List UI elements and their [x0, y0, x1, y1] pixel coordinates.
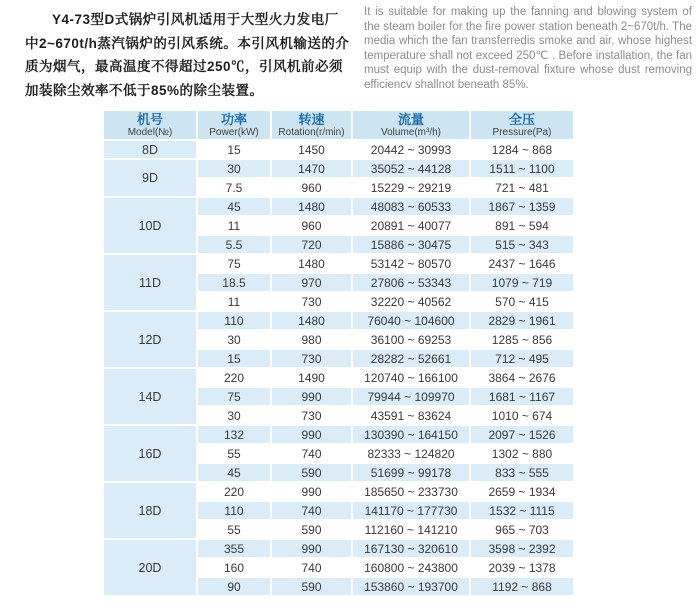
spec-cell-col1: 355 — [198, 540, 270, 557]
spec-cell-col4: 2039 ~ 1378 — [471, 559, 573, 576]
spec-cell-col3: 20442 ~ 30993 — [353, 141, 469, 158]
spec-cell-col3: 82333 ~ 124820 — [353, 445, 469, 462]
spec-cell-col3: 20891 ~ 40077 — [353, 217, 469, 234]
model-cell: 20D — [104, 540, 196, 595]
spec-table-header — [104, 111, 573, 139]
column-header-zh: 机号 — [136, 112, 163, 127]
spec-cell-col3: 32220 ~ 40562 — [353, 293, 469, 310]
spec-cell-col3: 15229 ~ 29219 — [353, 179, 469, 196]
spec-cell-col4: 1010 ~ 674 — [471, 407, 573, 424]
spec-cell-col1: 18.5 — [198, 274, 270, 291]
spec-cell-col3: 36100 ~ 69253 — [353, 331, 469, 348]
model-cell: 11D — [104, 255, 196, 310]
model-cell: 12D — [104, 312, 196, 367]
spec-cell-col2: 740 — [272, 502, 351, 519]
table-row — [104, 160, 573, 177]
spec-cell-col3: 51699 ~ 99178 — [353, 464, 469, 481]
spec-cell-col4: 1511 ~ 1100 — [471, 160, 573, 177]
spec-cell-col3: 28282 ~ 52661 — [353, 350, 469, 367]
table-row — [104, 369, 573, 386]
model-cell: 8D — [104, 141, 196, 158]
spec-cell-col1: 110 — [198, 502, 270, 519]
spec-cell-col3: 43591 ~ 83624 — [353, 407, 469, 424]
header-row — [104, 111, 573, 139]
spec-cell-col1: 5.5 — [198, 236, 270, 253]
intro-section — [0, 0, 700, 102]
spec-cell-col2: 990 — [272, 388, 351, 405]
spec-cell-col4: 515 ~ 343 — [471, 236, 573, 253]
spec-cell-col2: 740 — [272, 445, 351, 462]
spec-cell-col4: 2659 ~ 1934 — [471, 483, 573, 500]
spec-cell-col4: 712 ~ 495 — [471, 350, 573, 367]
column-header-4 — [471, 111, 573, 139]
spec-cell-col2: 1480 — [272, 312, 351, 329]
spec-cell-col2: 720 — [272, 236, 351, 253]
spec-cell-col1: 15 — [198, 350, 270, 367]
model-cell: 18D — [104, 483, 196, 538]
spec-cell-col4: 965 ~ 703 — [471, 521, 573, 538]
column-header-1 — [198, 111, 270, 139]
spec-cell-col2: 590 — [272, 521, 351, 538]
spec-cell-col1: 45 — [198, 464, 270, 481]
spec-cell-col1: 220 — [198, 483, 270, 500]
spec-cell-col4: 2829 ~ 1961 — [471, 312, 573, 329]
spec-cell-col2: 1490 — [272, 369, 351, 386]
spec-table-body — [104, 141, 573, 595]
spec-cell-col2: 1470 — [272, 160, 351, 177]
spec-cell-col1: 45 — [198, 198, 270, 215]
table-row — [104, 426, 573, 443]
column-header-3 — [353, 111, 469, 139]
spec-cell-col2: 590 — [272, 578, 351, 595]
table-row — [104, 540, 573, 557]
spec-cell-col4: 1192 ~ 868 — [471, 578, 573, 595]
spec-cell-col2: 990 — [272, 483, 351, 500]
spec-cell-col2: 730 — [272, 407, 351, 424]
column-header-zh: 流量 — [397, 112, 424, 127]
spec-cell-col2: 960 — [272, 179, 351, 196]
spec-cell-col1: 11 — [198, 293, 270, 310]
spec-cell-col4: 2437 ~ 1646 — [471, 255, 573, 272]
spec-cell-col3: 76040 ~ 104600 — [353, 312, 469, 329]
column-header-en: Volume(m³/h) — [380, 127, 441, 138]
spec-cell-col3: 48083 ~ 60533 — [353, 198, 469, 215]
spec-cell-col3: 141170 ~ 177730 — [353, 502, 469, 519]
spec-cell-col4: 721 ~ 481 — [471, 179, 573, 196]
spec-cell-col2: 740 — [272, 559, 351, 576]
spec-cell-col3: 35052 ~ 44128 — [353, 160, 469, 177]
spec-cell-col4: 1867 ~ 1359 — [471, 198, 573, 215]
intro-paragraph-chinese: Y4-73型D式锅炉引风机适用于大型火力发电厂中2~670t/h蒸汽锅炉的引风系统。本引风机输送的介质为烟气，最高温度不得超过250℃，引风机前必须加装除尘效率不低于85%的除尘装置。 — [25, 12, 350, 98]
spec-cell-col2: 1480 — [272, 198, 351, 215]
spec-cell-col4: 1302 ~ 880 — [471, 445, 573, 462]
spec-cell-col1: 132 — [198, 426, 270, 443]
model-cell: 16D — [104, 426, 196, 481]
spec-cell-col2: 730 — [272, 293, 351, 310]
spec-cell-col4: 3864 ~ 2676 — [471, 369, 573, 386]
spec-cell-col3: 53142 ~ 80570 — [353, 255, 469, 272]
spec-cell-col1: 110 — [198, 312, 270, 329]
model-cell: 10D — [104, 198, 196, 253]
column-header-en: Power(kW) — [209, 127, 259, 138]
spec-cell-col3: 130390 ~ 164150 — [353, 426, 469, 443]
fan-spec-table — [102, 109, 575, 597]
model-cell: 14D — [104, 369, 196, 424]
spec-cell-col1: 30 — [198, 160, 270, 177]
spec-cell-col4: 833 ~ 555 — [471, 464, 573, 481]
column-header-en: Model(№) — [127, 127, 173, 138]
spec-cell-col2: 590 — [272, 464, 351, 481]
column-header-en: Rotation(r/min) — [278, 127, 345, 138]
spec-cell-col2: 730 — [272, 350, 351, 367]
spec-cell-col2: 990 — [272, 426, 351, 443]
spec-cell-col3: 27806 ~ 53343 — [353, 274, 469, 291]
spec-cell-col4: 1681 ~ 1167 — [471, 388, 573, 405]
spec-cell-col3: 185650 ~ 233730 — [353, 483, 469, 500]
spec-cell-col4: 891 ~ 594 — [471, 217, 573, 234]
spec-cell-col1: 75 — [198, 388, 270, 405]
spec-cell-col2: 990 — [272, 540, 351, 557]
column-header-en: Pressure(Pa) — [492, 127, 552, 138]
spec-cell-col1: 55 — [198, 521, 270, 538]
spec-cell-col2: 980 — [272, 331, 351, 348]
spec-cell-col1: 30 — [198, 331, 270, 348]
spec-cell-col1: 160 — [198, 559, 270, 576]
column-header-0 — [104, 111, 196, 139]
table-row — [104, 483, 573, 500]
column-header-zh: 全压 — [508, 112, 535, 127]
spec-cell-col4: 1079 ~ 719 — [471, 274, 573, 291]
spec-cell-col4: 1532 ~ 1115 — [471, 502, 573, 519]
column-header-zh: 功率 — [220, 112, 247, 127]
table-row — [104, 255, 573, 272]
spec-cell-col2: 970 — [272, 274, 351, 291]
spec-cell-col1: 7.5 — [198, 179, 270, 196]
spec-cell-col1: 90 — [198, 578, 270, 595]
spec-cell-col3: 120740 ~ 166100 — [353, 369, 469, 386]
spec-cell-col1: 55 — [198, 445, 270, 462]
spec-cell-col1: 75 — [198, 255, 270, 272]
spec-cell-col1: 30 — [198, 407, 270, 424]
spec-cell-col4: 1285 ~ 856 — [471, 331, 573, 348]
spec-cell-col3: 79944 ~ 109970 — [353, 388, 469, 405]
spec-cell-col3: 15886 ~ 30475 — [353, 236, 469, 253]
column-header-2 — [272, 111, 351, 139]
table-row — [104, 141, 573, 158]
spec-cell-col4: 570 ~ 415 — [471, 293, 573, 310]
spec-cell-col2: 960 — [272, 217, 351, 234]
spec-cell-col4: 3598 ~ 2392 — [471, 540, 573, 557]
column-header-zh: 转速 — [298, 112, 325, 127]
spec-cell-col1: 220 — [198, 369, 270, 386]
spec-cell-col3: 167130 ~ 320610 — [353, 540, 469, 557]
table-row — [104, 198, 573, 215]
model-cell: 9D — [104, 160, 196, 196]
spec-cell-col2: 1450 — [272, 141, 351, 158]
spec-cell-col4: 1284 ~ 868 — [471, 141, 573, 158]
spec-cell-col1: 11 — [198, 217, 270, 234]
intro-paragraph-english: It is suitable for making up the fanning and blowing system of the steam boiler for the fire power station beneath 2~670t/h. The media which the fan transferredis smoke and air, whose highest temperature shall not exceed 250℃ . Before installation, the fan must equip with the dust-removal fixture whose dust removing efficiencv shallnot beneath 85%. — [364, 6, 692, 91]
spec-cell-col1: 15 — [198, 141, 270, 158]
table-row — [104, 312, 573, 329]
spec-cell-col3: 153860 ~ 193700 — [353, 578, 469, 595]
spec-cell-col3: 160800 ~ 243800 — [353, 559, 469, 576]
spec-cell-col4: 2097 ~ 1526 — [471, 426, 573, 443]
spec-cell-col2: 1480 — [272, 255, 351, 272]
spec-cell-col3: 112160 ~ 141210 — [353, 521, 469, 538]
